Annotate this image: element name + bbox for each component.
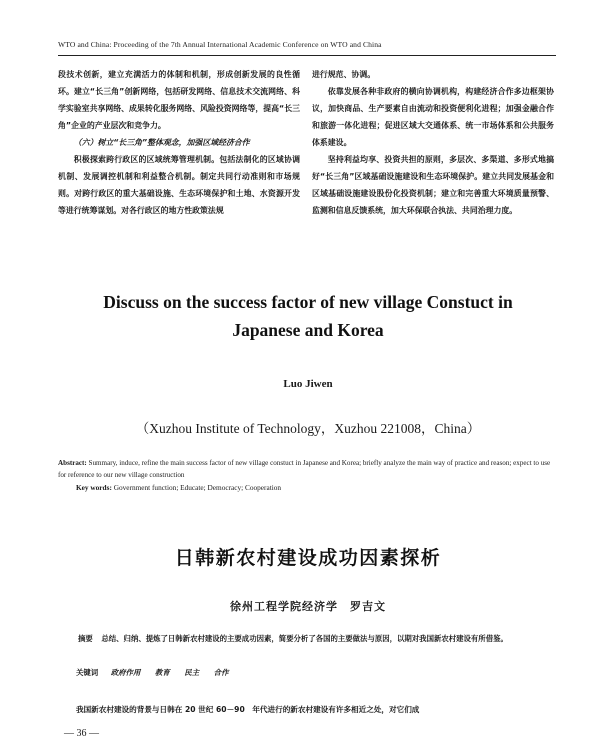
english-keywords-text: Government function; Educate; Democracy; Cooperation: [113, 483, 282, 492]
english-affiliation: （Xuzhou Institute of Technology，Xuzhou 221008，China）: [135, 421, 481, 436]
page-number: — 36 —: [64, 728, 99, 739]
chinese-keywords-label: 关键词: [76, 668, 99, 677]
right-paragraph-1: 进行规范、协调。: [312, 70, 376, 79]
right-column: [312, 66, 554, 219]
english-keywords: [76, 483, 556, 492]
english-author: Luo Jiwen: [283, 378, 333, 390]
english-abstract-text: Summary, induce, refine the main success factor of new village constuct in Japanese and Korea; briefly analyze the main way of practice and reason; expect to use for reference to our new village construction: [58, 459, 551, 479]
chinese-keyword: 教育: [154, 668, 170, 677]
english-keywords-label: Key words:: [76, 483, 112, 492]
chinese-keyword: 民主: [184, 668, 200, 677]
chinese-keyword: 政府作用: [110, 668, 141, 677]
chinese-author: 徐州工程学院经济学 罗吉文: [230, 600, 386, 613]
chinese-title: 日韩新农村建设成功因素探析: [174, 547, 442, 569]
english-abstract: [58, 457, 558, 481]
header-rule: [58, 55, 556, 56]
chinese-keywords: [76, 667, 556, 678]
chinese-body-first-line: 我国新农村建设的背景与日韩在 20 世纪 60－90 年代进行的新农村建设有许多相近之处，对它们成: [76, 705, 420, 714]
running-header: WTO and China: Proceeding of the 7th Annual International Academic Conference on WTO and China: [58, 40, 382, 49]
english-title-line-1: Discuss on the success factor of new village Constuct in: [103, 292, 513, 312]
left-paragraph-2: 积极探索跨行政区的区域统筹管理机制。包括法制化的区域协调机制、发展调控机制和利益整合机制。制定共同行动准则和市场规则。对跨行政区的重大基础设施、生态环境保护和土地、水资源开发等进行统筹谋划。对各行政区的地方性政策法规: [58, 155, 300, 215]
english-title: [58, 288, 558, 344]
english-abstract-label: Abstract:: [58, 459, 87, 467]
chinese-abstract-label: 摘要: [78, 634, 93, 643]
chinese-abstract-text: 总结、归纳、提炼了日韩新农村建设的主要成功因素，简要分析了各国的主要做法与原因，以期对我国新农村建设有所借鉴。: [101, 634, 508, 643]
right-paragraph-2: 依靠发展各种非政府的横向协调机构，构建经济合作多边框架协议，加快商品、生产要素自由流动和投资便利化进程；加强金融合作和旅游一体化进程；促进区域大交通体系、统一市场体系和公共服务体系建设。: [312, 87, 554, 147]
chinese-abstract: [58, 631, 554, 646]
left-column: [58, 66, 300, 219]
english-title-line-2: Japanese and Korea: [232, 320, 384, 340]
chinese-keyword: 合作: [213, 668, 229, 677]
right-paragraph-3: 坚持利益均享、投资共担的原则，多层次、多渠道、多形式地搞好“长三角”区域基础设施建设和生态环境保护。建立共同发展基金和区域基础设施建设股份化投资机制；建立和完善重大环境质量预警、监测和信息反馈系统，加大环保联合执法、共同治理力度。: [312, 155, 554, 215]
left-paragraph-1: 段技术创新，建立充满活力的体制和机制，形成创新发展的良性循环。建立“长三角”创新网络，包括研发网络、信息技术交流网络、科学实验室共享网络、成果转化服务网络、风险投资网络等，提高“长三角”企业的产业层次和竞争力。: [58, 70, 300, 130]
left-subheading: （六）树立“长三角”整体观念，加强区域经济合作: [73, 138, 250, 147]
